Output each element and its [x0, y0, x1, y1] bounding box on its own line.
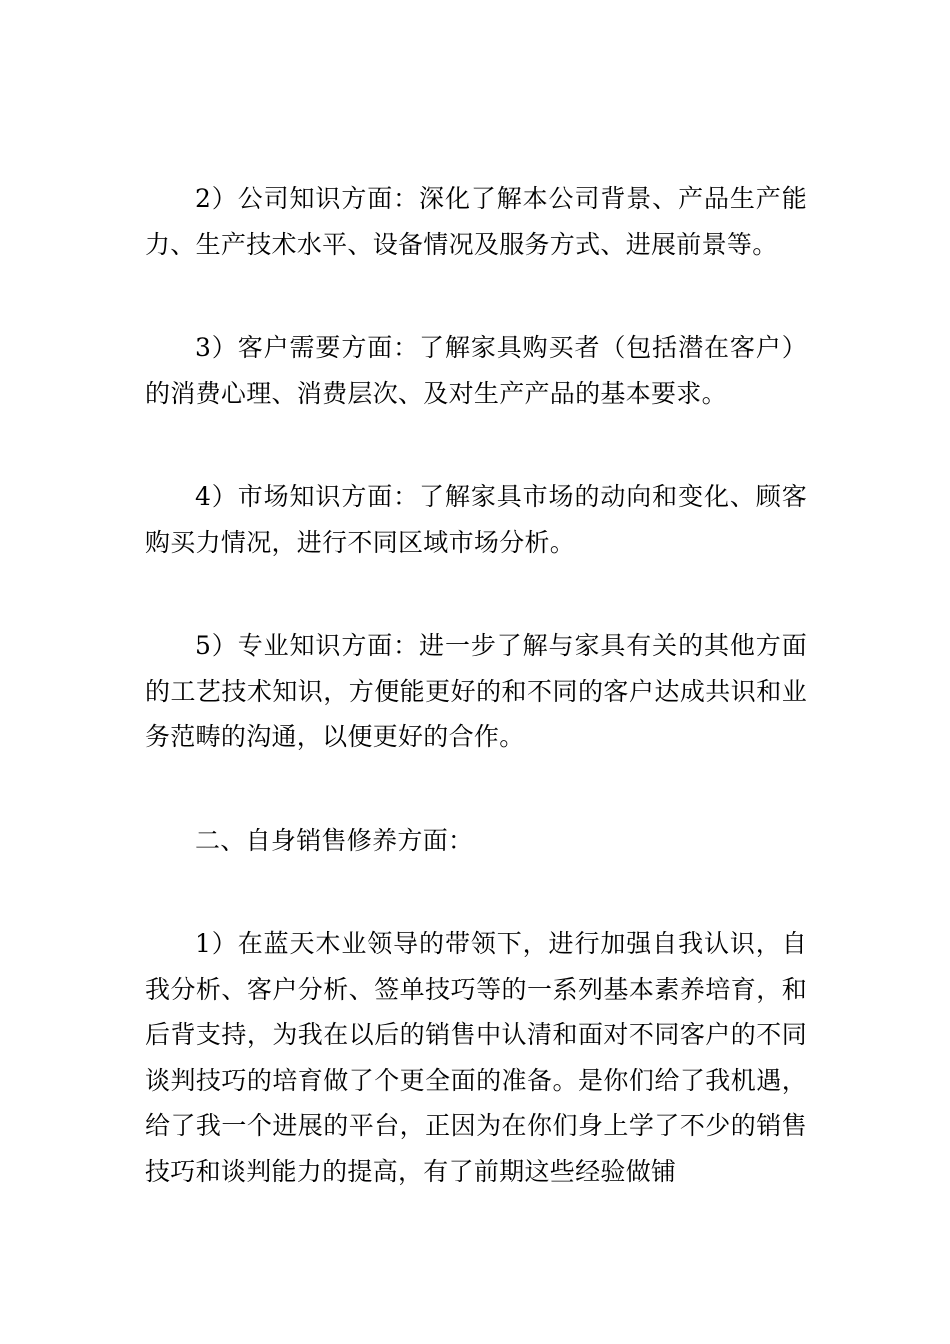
paragraph-professional-knowledge: 5）专业知识方面：进一步了解与家具有关的其他方面的工艺技术知识，方便能更好的和不同的客户达成共识和业务范畴的沟通，以便更好的合作。	[145, 631, 807, 751]
paragraph-market-knowledge: 4）市场知识方面：了解家具市场的动向和变化、顾客购买力情况，进行不同区域市场分析。	[145, 482, 807, 557]
paragraph-customer-needs: 3）客户需要方面：了解家具购买者（包括潜在客户）的消费心理、消费层次、及对生产产品的基本要求。	[145, 333, 807, 408]
document-body	[145, 176, 807, 1252]
paragraph-leadership-training: 1）在蓝天木业领导的带领下，进行加强自我认识，自我分析、客户分析、签单技巧等的一系列基本素养培育，和后背支持，为我在以后的销售中认清和面对不同客户的不同谈判技巧的培育做了个更全面的准备。是你们给了我机遇，给了我一个进展的平台，正因为在你们身上学了不少的销售技巧和谈判能力的提高，有了前期这些经验做铺	[145, 929, 807, 1186]
paragraph-company-knowledge: 2）公司知识方面：深化了解本公司背景、产品生产能力、生产技术水平、设备情况及服务方式、进展前景等。	[145, 184, 807, 259]
section-heading-sales-cultivation: 二、自身销售修养方面：	[195, 825, 474, 855]
